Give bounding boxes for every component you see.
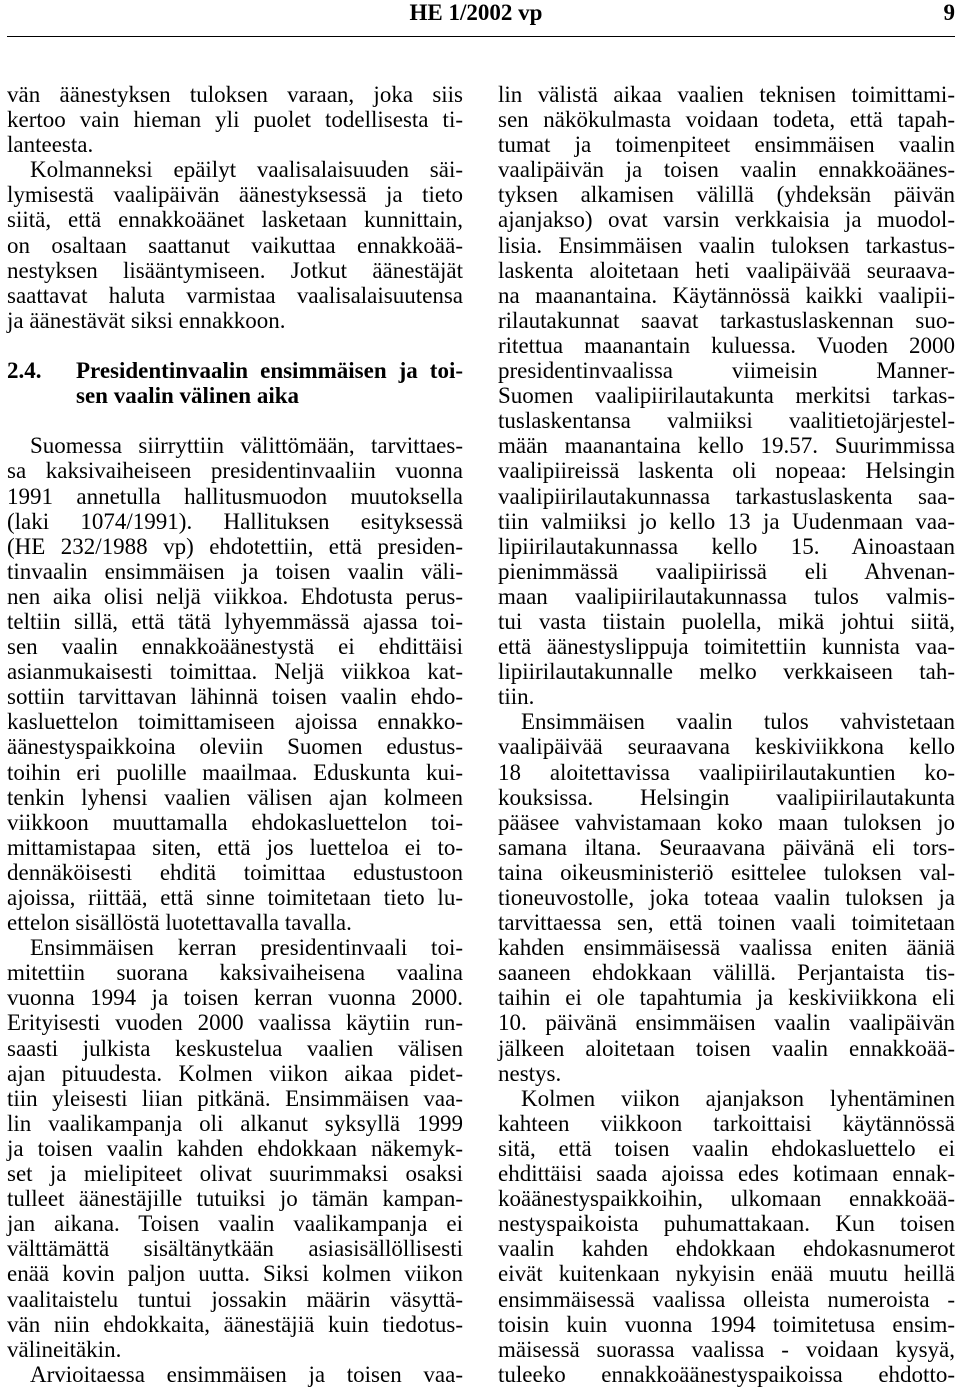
paragraph — [7, 82, 463, 157]
text-line: vaalipäivää seuraavana keskiviikkona kello — [498, 734, 955, 760]
text-line: tarvittaessa sen, että toinen vaali toimitetaan — [498, 910, 955, 936]
text-line: saattavat haluta varmistaa vaalisalaisuutensa — [7, 282, 463, 308]
text-line: lipiirilautakunnalle melko verkkaiseen tah- — [498, 659, 955, 685]
text-line: taihin ei ole tapahtumia ja keskiviikkona eli — [498, 985, 955, 1011]
text-line: Kolmen viikon ajanjakson lyhentäminen — [521, 1085, 955, 1111]
text-line: pienimmässä vaalipiirissä eli Ahvenan- — [498, 558, 955, 584]
text-line: 1991 annetulla hallitusmuodon muutoksella — [7, 483, 463, 509]
paragraph — [7, 157, 463, 333]
text-line: on osaltaan saattanut vaikuttaa ennakkoää- — [7, 232, 463, 258]
text-line: vaalipiireissä laskenta oli nopeaa: Helsingin — [498, 458, 955, 484]
text-line: sa kaksivaiheiseen presidentinvaaliin vuonna — [7, 458, 463, 484]
text-line: lanteesta. — [7, 132, 94, 158]
text-line: tiin valmiiksi jo kello 13 ja Uudenmaan vaa- — [498, 508, 955, 534]
text-line: Suomen vaalipiirilautakunta merkitsi tarkas- — [498, 383, 955, 409]
text-line: jälkeen aloitetaan toisen vaalin ennakkoää- — [498, 1035, 955, 1061]
paragraph — [7, 935, 463, 1362]
paragraph — [498, 709, 955, 1085]
text-line: mittamistapaa siten, että jos luetteloa ei to- — [7, 834, 463, 860]
text-line: taina oikeusministeriö esittelee tuloksen val- — [498, 859, 955, 885]
text-line: tinvaalin ensimmäisen ja toisen vaalin väli- — [7, 558, 463, 584]
text-line: (laki 1074/1991). Hallituksen esityksessä — [7, 508, 463, 534]
text-line: (HE 232/1988 vp) ehdotettiin, että presiden- — [7, 533, 463, 559]
text-line: tulleet äänestäjille tutuiksi jo tämän kampan- — [7, 1186, 463, 1212]
text-line: Ensimmäisen kerran presidentinvaali toi- — [30, 935, 463, 961]
header-rule — [7, 36, 955, 37]
text-line: että äänestyslippuja toimitettiin kunnista vaa- — [498, 634, 955, 660]
text-line: vaalipiirilautakunnassa tarkastuslaskenta saa- — [498, 483, 955, 509]
text-line: ja äänestävät siksi ennakkoon. — [7, 307, 286, 333]
text-line: lipiirilautakunnassa kello 15. Ainoastaan — [498, 533, 955, 559]
text-line: sen vaalin ennakkoäänestystä ei ehdittäisi — [7, 634, 463, 660]
text-line: tuslaskentansa valmiiksi vaalitietojärjestel- — [498, 408, 955, 434]
text-line: vaalipäivän ja toisen vaalin ennakkoäänes- — [498, 157, 955, 183]
text-line: viikkoon muuttamalla ehdokasluettelon toi- — [7, 809, 463, 835]
text-line: tyksen alkamisen välillä (yhdeksän päivän — [498, 182, 955, 208]
text-line: Erityisesti vuoden 2000 vaalissa käytiin run- — [7, 1010, 463, 1036]
text-line: jan aikana. Toisen vaalin vaalikampanja ei — [7, 1211, 463, 1237]
text-line: ettelon sisällöstä luotettavalla tavalla. — [7, 910, 352, 936]
text-line: enää kovin paljon uutta. Siksi kolmen viikon — [7, 1261, 463, 1287]
text-line: presidentinvaalissa viimeisin Manner- — [498, 358, 955, 384]
text-line: lisia. Ensimmäisen vaalin tuloksen tarkastus- — [498, 232, 955, 258]
text-line: välineitäkin. — [7, 1336, 122, 1362]
text-line: set ja mielipiteet olivat suurimmaksi osaksi — [7, 1161, 463, 1187]
paragraph — [498, 82, 955, 709]
text-line: lin vaalikampanja oli alkanut syksyllä 1999 — [7, 1110, 463, 1136]
text-line: dennäköisesti ehditä toimittaa edustustoon — [7, 859, 463, 885]
section-title — [76, 358, 463, 408]
text-line: ajanjakso) ovat varsin verkkaisia ja muodol- — [498, 207, 955, 233]
right-column — [498, 82, 955, 1387]
text-line: rilautakunnat saavat tarkastuslaskennan suo- — [498, 307, 955, 333]
text-line: kertoo vain hieman yli puolet todellisesta ti- — [7, 107, 463, 133]
text-line: tenkin lyhensi vaalien välisen ajan kolmeen — [7, 784, 463, 810]
text-line: ensimmäisessä vaalissa olleista numeroista - — [498, 1286, 955, 1312]
text-line: 10. päivänä ensimmäisen vaalin vaalipäivän — [498, 1010, 955, 1036]
text-line: saasti julkista keskustelua vaalien välisen — [7, 1035, 463, 1061]
text-line: vän niin ehdokkaita, äänestäjiä kuin tiedotus- — [7, 1311, 463, 1337]
text-line: Arvioitaessa ensimmäisen ja toisen vaa- — [30, 1361, 463, 1387]
text-line: ritettua maanantain kuluessa. Vuoden 2000 — [498, 332, 955, 358]
text-line: Presidentinvaalin ensimmäisen ja toi- — [76, 358, 463, 384]
text-line: asianmukaisesti toimittaa. Neljä viikkoa kat- — [7, 659, 463, 685]
text-line: ajoissa, riittää, että sinne toimitetaan tieto lu- — [7, 885, 463, 910]
text-line: kouksissa. Helsingin vaalipiirilautakunta — [498, 784, 955, 810]
text-line: vän äänestyksen tuloksen varaan, joka siis — [7, 82, 463, 107]
text-line: sen vaalin välinen aika — [76, 383, 300, 409]
paragraph — [7, 433, 463, 935]
text-line: ja toisen vaalin kahden ehdokkaan näkemyk- — [7, 1135, 463, 1161]
text-line: mäisessä suorassa vaalissa - voidaan kysyä, — [498, 1336, 955, 1362]
text-line: kahden ensimmäisessä vaalissa eniten ääniä — [498, 935, 955, 961]
text-line: kasluettelon toimittamiseen ajoissa ennakko- — [7, 709, 463, 735]
text-line: laskenta aloitetaan heti vaalipäivää seuraava- — [498, 257, 955, 283]
text-line: mään maanantaina kello 19.57. Suurimmissa — [498, 433, 955, 459]
text-line: maan vaalipiirilautakunnassa tulos valmis- — [498, 583, 955, 609]
section-number: 2.4. — [7, 358, 42, 384]
text-line: teltiin sillä, että tätä lyhyemmässä ajassa toi- — [7, 608, 463, 634]
text-line: koäänestyspaikkoihin, ulkomaan ennakkoää- — [498, 1186, 955, 1212]
text-line: vuonna 1994 ja toisen kerran vuonna 2000. — [7, 985, 463, 1011]
text-line: tiin yleisesti liian pitkänä. Ensimmäisen vaa- — [7, 1085, 463, 1111]
section-heading — [7, 358, 463, 408]
text-line: Ensimmäisen vaalin tulos vahvistetaan — [521, 709, 955, 735]
text-line: tiin. — [498, 684, 535, 710]
page-number: 9 — [943, 0, 955, 25]
text-line: toihin eri puolille maailmaa. Eduskunta kui- — [7, 759, 463, 785]
text-line: samana iltana. Seuraavana päivänä eli tors- — [498, 834, 955, 860]
text-line: lin välistä aikaa vaalien teknisen toimittami- — [498, 82, 955, 107]
text-line: nestyksen lisääntymiseen. Jotkut äänestäjät — [7, 257, 463, 283]
text-line: nen aika olisi neljä viikkoa. Ehdotusta perus- — [7, 583, 463, 609]
text-line: sen näkökulmasta voidaan todeta, että tapah- — [498, 107, 955, 133]
text-line: pääsee vahvistamaan koko maan tuloksen jo — [498, 809, 955, 835]
text-line: tumat ja toimenpiteet ensimmäisen vaalin — [498, 132, 955, 158]
text-line: kahteen viikkoon tarkoittaisi käytännössä — [498, 1110, 955, 1136]
text-line: tioneuvostolle, joka toteaa vaalin tuloksen ja — [498, 885, 955, 910]
text-line: äänestyspaikkoina oleviin Suomen edustus- — [7, 734, 463, 760]
text-line: siitä, että ennakkoäänet lasketaan kunnittain, — [7, 207, 463, 233]
text-line: sottiin tarvittavan lähinnä toisen vaalin ehdo- — [7, 684, 463, 710]
text-line: saaneen ehdokkaan välillä. Perjantaista tis- — [498, 960, 955, 986]
text-line: lymisestä vaalipäivän äänestyksessä ja tieto — [7, 182, 463, 208]
text-line: 18 aloitettavissa vaalipiirilautakuntien ko- — [498, 759, 955, 785]
text-line: tuleeko ennakkoäänestyspaikoissa ehdotto- — [498, 1361, 955, 1387]
text-line: eivät kuitenkaan nykyisin enää muutu heillä — [498, 1261, 955, 1287]
text-line: ehdittäisi saada ajoissa edes kotimaan ennak- — [498, 1161, 955, 1187]
text-line: sitä, että toisen vaalin ehdokasluettelo ei — [498, 1135, 955, 1161]
document-id: HE 1/2002 vp — [409, 0, 543, 25]
text-line: nestyspaikoista puhumattakaan. Kun toisen — [498, 1211, 955, 1237]
text-line: nestys. — [498, 1060, 562, 1086]
text-line: Kolmanneksi epäilyt vaalisalaisuuden säi- — [30, 157, 463, 183]
text-line: toisin kuin vuonna 1994 toimitetusa ensim- — [498, 1311, 955, 1337]
text-line: na maanantaina. Käytännössä kaikki vaalipii- — [498, 282, 955, 308]
text-line: mitettiin suorana kaksivaiheisena vaalina — [7, 960, 463, 986]
text-line: ajan pituudesta. Kolmen viikon aikaa pidet- — [7, 1060, 463, 1086]
paragraph — [7, 1362, 463, 1387]
text-line: tui vasta tiistain puolella, mikä johtui siitä, — [498, 608, 955, 634]
text-line: vaalitaistelu tuntui jossakin määrin väsyttä- — [7, 1286, 463, 1312]
text-line: vaalin kahden ehdokkaan ehdokasnumerot — [498, 1236, 955, 1262]
left-column — [7, 82, 463, 1387]
text-line: välttämättä sisältänytkään asiasisällöllisesti — [7, 1236, 463, 1262]
paragraph — [498, 1086, 955, 1387]
text-line: Suomessa siirryttiin välittömään, tarvittaes- — [30, 433, 463, 459]
